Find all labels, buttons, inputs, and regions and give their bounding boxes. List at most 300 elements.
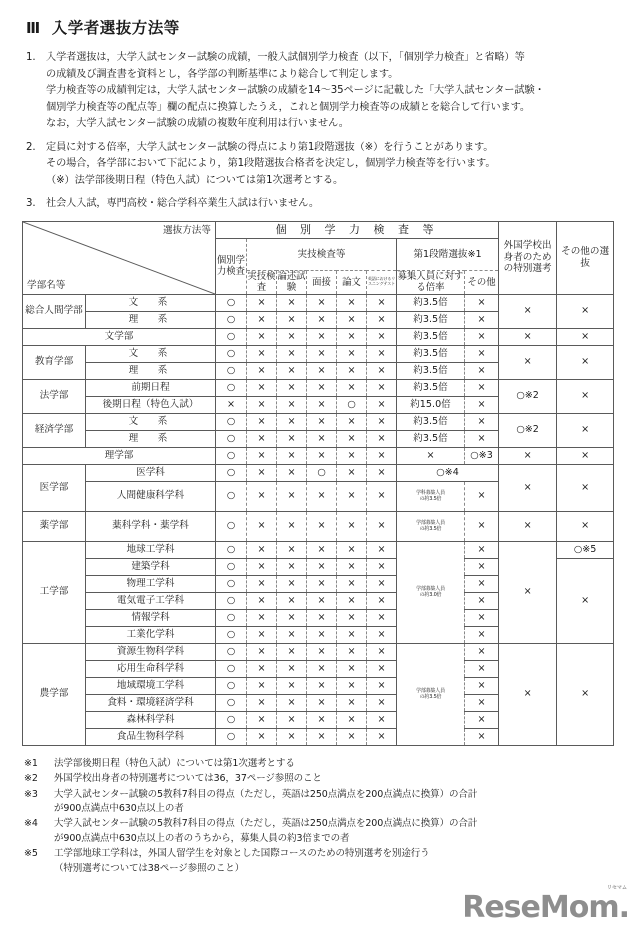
- intro-item-body: [46, 50, 621, 133]
- cell-essay: ×: [337, 609, 367, 626]
- cell-stage1-other: ×: [465, 511, 499, 541]
- cell-practical: ×: [247, 694, 277, 711]
- cell-practical: ×: [247, 430, 277, 447]
- cell-essay-exam: ×: [277, 396, 307, 413]
- department-name-cell: 人間健康科学科: [86, 481, 216, 511]
- footnote-marker: ※2: [24, 773, 38, 785]
- header-english-listening-test: 英語におけるリスニングテスト: [367, 271, 397, 295]
- cell-practical: ×: [247, 575, 277, 592]
- cell-essay-exam: ×: [277, 609, 307, 626]
- cell-english-listening: ×: [367, 511, 397, 541]
- department-name-cell: 工業化学科: [86, 626, 216, 643]
- cell-interview: ×: [307, 592, 337, 609]
- intro-line: なお，大学入試センター試験の成績の複数年度利用は行いません。: [46, 118, 349, 130]
- cell-practical: ×: [247, 558, 277, 575]
- cell-other-selection: ×: [557, 328, 614, 345]
- footnote-text: [54, 757, 614, 771]
- ratio-line: の約3.5倍: [419, 526, 442, 533]
- cell-english-listening: ×: [367, 362, 397, 379]
- corner-label-method: 選抜方法等: [163, 224, 211, 236]
- department-name-cell: 地域環境工学科: [86, 677, 216, 694]
- cell-essay-exam: ×: [277, 413, 307, 430]
- footnote-line: 工学部地球工学科は，外国人留学生を対象とした国際コースのための特別選考を別途行う: [54, 848, 430, 860]
- cell-essay-exam: ×: [277, 694, 307, 711]
- cell-practical: ×: [247, 379, 277, 396]
- cell-practical: ×: [247, 711, 277, 728]
- section-numeral: Ⅲ: [26, 19, 41, 37]
- cell-other-selection: ○※5: [557, 541, 614, 558]
- cell-essay: ×: [337, 643, 367, 660]
- cell-stage1-ratio: [397, 541, 465, 643]
- table-row: [23, 541, 614, 558]
- cell-interview: ×: [307, 311, 337, 328]
- cell-essay: ×: [337, 558, 367, 575]
- cell-stage1-other: ×: [465, 311, 499, 328]
- cell-foreign-school-selection: ○※2: [499, 379, 557, 413]
- cell-stage1-other: ×: [465, 430, 499, 447]
- cell-essay-exam: ×: [277, 677, 307, 694]
- footnote: [24, 788, 614, 817]
- cell-practical: ×: [247, 541, 277, 558]
- cell-foreign-school-selection: ×: [499, 643, 557, 745]
- cell-stage1-other: ×: [465, 379, 499, 396]
- cell-english-listening: ×: [367, 447, 397, 464]
- cell-stage1-other: ×: [465, 626, 499, 643]
- intro-line: 入学者選抜は，大学入試センター試験の成績，一般入試個別学力検査（以下，「個別学力検査」と省略）等: [46, 52, 525, 63]
- cell-stage1-ratio: [397, 643, 465, 745]
- cell-stage1-other: ×: [465, 728, 499, 745]
- department-name-cell: 前期日程: [86, 379, 216, 396]
- cell-essay: ×: [337, 447, 367, 464]
- department-name-cell: 建築学科: [86, 558, 216, 575]
- cell-other-selection: ×: [557, 379, 614, 413]
- cell-essay: ×: [337, 728, 367, 745]
- cell-stage1-ratio: 約3.5倍: [397, 345, 465, 362]
- watermark-ruby: リセマム: [607, 885, 627, 891]
- table-row: [23, 643, 614, 660]
- cell-individual-ability: ○: [216, 660, 247, 677]
- cell-practical: ×: [247, 311, 277, 328]
- cell-practical: ×: [247, 481, 277, 511]
- cell-interview: ×: [307, 728, 337, 745]
- cell-english-listening: ×: [367, 694, 397, 711]
- cell-english-listening: ×: [367, 311, 397, 328]
- department-name-cell: 理 系: [86, 430, 216, 447]
- intro-line: 個別学力検査等の配点等」欄の配点に換算したうえ，これと個別学力検査等の成績とを総合して行います。: [46, 101, 530, 113]
- cell-practical: ×: [247, 728, 277, 745]
- cell-individual-ability: ○: [216, 592, 247, 609]
- cell-essay: ×: [337, 711, 367, 728]
- ratio-line: の約3.0倍: [419, 592, 442, 599]
- cell-individual-ability: ○: [216, 728, 247, 745]
- cell-stage1-other: ×: [465, 481, 499, 511]
- cell-practical: ×: [247, 294, 277, 311]
- cell-other-selection: ×: [557, 345, 614, 379]
- faculty-name-cell: 文学部: [23, 328, 216, 345]
- intro-item-marker: 1.: [26, 52, 36, 63]
- cell-essay: ×: [337, 592, 367, 609]
- cell-interview: ×: [307, 626, 337, 643]
- header-interview: 面接: [307, 271, 337, 295]
- resemom-watermark: [462, 885, 629, 925]
- cell-interview: ×: [307, 711, 337, 728]
- table-row: [23, 294, 614, 311]
- table-row: [23, 511, 614, 541]
- header-essay-exam: 論述試験: [277, 271, 306, 294]
- cell-interview: ×: [307, 447, 337, 464]
- cell-interview: ×: [307, 362, 337, 379]
- ratio-line: 学部募集人員: [416, 586, 445, 593]
- page-title: [26, 16, 635, 38]
- cell-foreign-school-selection: ×: [499, 328, 557, 345]
- department-name-cell: 地球工学科: [86, 541, 216, 558]
- cell-essay-exam: ×: [277, 728, 307, 745]
- cell-essay-exam: ×: [277, 511, 307, 541]
- cell-stage1-other: ○※3: [465, 447, 499, 464]
- footnote-line: が900点満点中630点以上の者: [54, 802, 184, 814]
- cell-essay: ×: [337, 430, 367, 447]
- cell-essay: ×: [337, 541, 367, 558]
- faculty-name-cell: 総合人間学部: [23, 294, 86, 328]
- cell-stage1-other: ×: [465, 396, 499, 413]
- department-name-cell: 電気電子工学科: [86, 592, 216, 609]
- cell-practical: ×: [247, 511, 277, 541]
- cell-stage1-other: ×: [465, 660, 499, 677]
- intro-item: [26, 196, 621, 213]
- cell-other-selection: ×: [557, 447, 614, 464]
- cell-stage1-other: ×: [465, 575, 499, 592]
- cell-interview: ×: [307, 328, 337, 345]
- cell-foreign-school-selection: ○※2: [499, 413, 557, 447]
- intro-line: その場合，各学部において下記により，第1段階選抜合格者を決定し，個別学力検査等を行います。: [46, 158, 496, 170]
- cell-stage1-ratio: 約3.5倍: [397, 430, 465, 447]
- cell-practical: ×: [247, 464, 277, 481]
- cell-stage1-other: ×: [465, 328, 499, 345]
- cell-essay-exam: ×: [277, 575, 307, 592]
- cell-individual-ability: ○: [216, 558, 247, 575]
- intro-line: 社会人入試，専門高校・総合学科卒業生入試は行いません。: [46, 198, 319, 210]
- footnote-text: [54, 788, 614, 817]
- cell-essay-exam: ×: [277, 345, 307, 362]
- footnote-line: が900点満点中630点以上の者のうちから，募集人員の約3倍までの者: [54, 832, 350, 844]
- cell-essay-exam: ×: [277, 592, 307, 609]
- cell-essay-exam: ×: [277, 328, 307, 345]
- cell-interview: ×: [307, 379, 337, 396]
- cell-essay: ×: [337, 481, 367, 511]
- cell-essay: ×: [337, 345, 367, 362]
- cell-foreign-school-selection: ×: [499, 541, 557, 643]
- cell-individual-ability: ○: [216, 447, 247, 464]
- cell-essay-exam: ×: [277, 311, 307, 328]
- cell-interview: ×: [307, 396, 337, 413]
- cell-essay: ×: [337, 294, 367, 311]
- cell-stage1-other: ×: [465, 345, 499, 362]
- cell-stage1-other: ×: [465, 677, 499, 694]
- department-name-cell: 医学科: [86, 464, 216, 481]
- cell-other-selection: ×: [557, 413, 614, 447]
- cell-essay: ○: [337, 396, 367, 413]
- ratio-line: 学部募集人員: [416, 520, 445, 527]
- faculty-name-cell: 医学部: [23, 464, 86, 511]
- footnote: [24, 757, 614, 771]
- selection-method-table-wrap: [22, 221, 613, 746]
- header-practical-exam: 実技検査: [247, 271, 276, 294]
- cell-interview: ×: [307, 430, 337, 447]
- cell-stage1-ratio: [397, 481, 465, 511]
- intro-line: 学力検査等の成績判定は，大学入試センター試験の成績を14〜35ページに記載した「大学入試センター試験・: [46, 85, 545, 97]
- cell-essay: ×: [337, 575, 367, 592]
- cell-practical: ×: [247, 626, 277, 643]
- table-row: [23, 379, 614, 396]
- cell-interview: ×: [307, 345, 337, 362]
- faculty-name-cell: 薬学部: [23, 511, 86, 541]
- cell-essay: ×: [337, 694, 367, 711]
- cell-english-listening: ×: [367, 711, 397, 728]
- footnote-line: 外国学校出身者の特別選考については36，37ページ参照のこと: [54, 773, 322, 785]
- cell-english-listening: ×: [367, 541, 397, 558]
- cell-individual-ability: ○: [216, 575, 247, 592]
- cell-english-listening: ×: [367, 328, 397, 345]
- cell-stage1-other: ×: [465, 711, 499, 728]
- department-name-cell: 森林科学科: [86, 711, 216, 728]
- cell-essay: ×: [337, 464, 367, 481]
- intro-line: （※）法学部後期日程（特色入試）については第1次選考とする。: [46, 174, 344, 186]
- cell-practical: ×: [247, 643, 277, 660]
- cell-essay: ×: [337, 511, 367, 541]
- intro-line: 定員に対する倍率，大学入試センター試験の得点により第1段階選抜（※）を行うことがあります。: [46, 141, 494, 153]
- cell-stage1-ratio: 約3.5倍: [397, 379, 465, 396]
- cell-essay-exam: ×: [277, 362, 307, 379]
- cell-essay-exam: ×: [277, 541, 307, 558]
- cell-essay-exam: ×: [277, 481, 307, 511]
- cell-individual-ability: ○: [216, 643, 247, 660]
- footnote-line: 大学入試センター試験の5教科7科目の得点（ただし，英語は250点満点を200点満点に換算）の合計: [54, 818, 478, 830]
- cell-stage1-other: ×: [465, 541, 499, 558]
- footnote-line: 大学入試センター試験の5教科7科目の得点（ただし，英語は250点満点を200点満点に換算）の合計: [54, 788, 478, 800]
- cell-interview: ×: [307, 558, 337, 575]
- cell-practical: ×: [247, 677, 277, 694]
- intro-item: [26, 50, 621, 133]
- cell-essay-exam: ×: [277, 711, 307, 728]
- cell-individual-ability: ○: [216, 626, 247, 643]
- faculty-name-cell: 経済学部: [23, 413, 86, 447]
- cell-essay: ×: [337, 677, 367, 694]
- faculty-name-cell: 農学部: [23, 643, 86, 745]
- cell-english-listening: ×: [367, 677, 397, 694]
- cell-essay: ×: [337, 328, 367, 345]
- cell-stage1-ratio: 約3.5倍: [397, 311, 465, 328]
- footnote-text: [54, 817, 614, 846]
- cell-english-listening: ×: [367, 558, 397, 575]
- ratio-line: 学科募集人員: [416, 490, 445, 497]
- document-page: [0, 16, 635, 947]
- cell-interview: ×: [307, 413, 337, 430]
- cell-individual-ability: ○: [216, 677, 247, 694]
- cell-individual-ability: ○: [216, 379, 247, 396]
- table-corner-diagonal: [23, 221, 216, 294]
- cell-individual-ability: ○: [216, 294, 247, 311]
- footnotes: [24, 757, 614, 877]
- cell-individual-ability: ○: [216, 362, 247, 379]
- cell-individual-ability: ○: [216, 311, 247, 328]
- table-row: [23, 447, 614, 464]
- cell-english-listening: ×: [367, 626, 397, 643]
- cell-stage1-other: ×: [465, 694, 499, 711]
- section-title: 入学者選抜方法等: [51, 19, 180, 37]
- department-name-cell: 薬科学科・薬学科: [86, 511, 216, 541]
- department-name-cell: 食品生物科学科: [86, 728, 216, 745]
- intro-item-body: [46, 140, 621, 190]
- cell-practical: ×: [247, 328, 277, 345]
- cell-essay: ×: [337, 379, 367, 396]
- cell-english-listening: ×: [367, 609, 397, 626]
- cell-essay-exam: ×: [277, 464, 307, 481]
- department-name-cell: 食料・環境経済学科: [86, 694, 216, 711]
- cell-practical: ×: [247, 413, 277, 430]
- cell-stage1-ratio: 約3.5倍: [397, 294, 465, 311]
- cell-essay-exam: ×: [277, 643, 307, 660]
- selection-method-table: [22, 221, 614, 746]
- cell-english-listening: ×: [367, 660, 397, 677]
- cell-english-listening: ×: [367, 345, 397, 362]
- department-name-cell: 文 系: [86, 294, 216, 311]
- faculty-name-cell: 工学部: [23, 541, 86, 643]
- cell-interview: ×: [307, 294, 337, 311]
- department-name-cell: 文 系: [86, 345, 216, 362]
- intro-line: の成績及び調査書を資料とし，各学部の判断基準により総合して判定します。: [46, 68, 399, 80]
- cell-foreign-school-selection: ×: [499, 464, 557, 511]
- cell-stage1-combined: ○※4: [397, 464, 499, 481]
- cell-foreign-school-selection: ×: [499, 345, 557, 379]
- cell-foreign-school-selection: ×: [499, 294, 557, 328]
- department-name-cell: 物理工学科: [86, 575, 216, 592]
- faculty-name-cell: 法学部: [23, 379, 86, 413]
- cell-interview: ×: [307, 694, 337, 711]
- cell-other-selection: ×: [557, 464, 614, 511]
- cell-english-listening: ×: [367, 575, 397, 592]
- cell-individual-ability: ○: [216, 711, 247, 728]
- cell-essay-exam: ×: [277, 626, 307, 643]
- footnote: [24, 847, 614, 876]
- cell-essay-exam: ×: [277, 447, 307, 464]
- cell-individual-ability: ○: [216, 430, 247, 447]
- cell-essay-exam: ×: [277, 294, 307, 311]
- table-row: [23, 345, 614, 362]
- cell-individual-ability: ×: [216, 396, 247, 413]
- cell-essay: ×: [337, 626, 367, 643]
- cell-other-selection: ×: [557, 294, 614, 328]
- cell-stage1-ratio: [397, 511, 465, 541]
- cell-stage1-ratio: 約3.5倍: [397, 413, 465, 430]
- header-practical-exam-group: 実技検査等: [247, 238, 397, 270]
- department-name-cell: 文 系: [86, 413, 216, 430]
- header-other-selection: その他の選抜: [557, 221, 614, 294]
- cell-english-listening: ×: [367, 413, 397, 430]
- header-stage1-selection-group: 第1段階選抜※1: [397, 238, 499, 270]
- cell-interview: ×: [307, 643, 337, 660]
- footnote-marker: ※1: [24, 757, 38, 769]
- header-individual-exam-group: 個 別 学 力 検 査 等: [216, 221, 499, 238]
- table-body: [23, 294, 614, 745]
- cell-other-selection: ×: [557, 511, 614, 541]
- cell-interview: ×: [307, 511, 337, 541]
- cell-individual-ability: ○: [216, 481, 247, 511]
- cell-individual-ability: ○: [216, 345, 247, 362]
- cell-english-listening: ×: [367, 481, 397, 511]
- cell-practical: ×: [247, 447, 277, 464]
- cell-english-listening: ×: [367, 396, 397, 413]
- cell-english-listening: ×: [367, 294, 397, 311]
- footnote-text: [54, 847, 614, 876]
- ratio-line: の約3.5倍: [419, 496, 442, 503]
- intro-item-marker: 2.: [26, 141, 36, 153]
- cell-stage1-other: ×: [465, 294, 499, 311]
- cell-essay-exam: ×: [277, 379, 307, 396]
- header-stage1-other: その他: [465, 271, 499, 295]
- cell-english-listening: ×: [367, 430, 397, 447]
- cell-practical: ×: [247, 362, 277, 379]
- header-foreign-school-selection: 外国学校出身者のための特別選考: [499, 221, 557, 294]
- cell-practical: ×: [247, 396, 277, 413]
- header-essay: 論文: [337, 271, 367, 295]
- footnote-marker: ※4: [24, 818, 38, 830]
- cell-practical: ×: [247, 660, 277, 677]
- cell-interview: ×: [307, 575, 337, 592]
- footnote: [24, 817, 614, 846]
- cell-essay: ×: [337, 413, 367, 430]
- table-row: [23, 464, 614, 481]
- cell-practical: ×: [247, 609, 277, 626]
- ratio-line: 学部募集人員: [416, 688, 445, 695]
- department-name-cell: 情報学科: [86, 609, 216, 626]
- ratio-line: の約3.5倍: [419, 694, 442, 701]
- corner-label-faculty: 学部名等: [27, 280, 66, 292]
- cell-stage1-ratio: 約3.5倍: [397, 328, 465, 345]
- table-row: [23, 413, 614, 430]
- cell-practical: ×: [247, 345, 277, 362]
- cell-individual-ability: ○: [216, 464, 247, 481]
- cell-stage1-other: ×: [465, 643, 499, 660]
- cell-other-selection: ×: [557, 558, 614, 643]
- cell-stage1-other: ×: [465, 609, 499, 626]
- cell-individual-ability: ○: [216, 541, 247, 558]
- cell-stage1-ratio: ×: [397, 447, 465, 464]
- intro-item-body: [46, 196, 621, 213]
- cell-interview: ×: [307, 609, 337, 626]
- department-name-cell: 応用生命科学科: [86, 660, 216, 677]
- cell-stage1-ratio: 約15.0倍: [397, 396, 465, 413]
- cell-stage1-other: ×: [465, 558, 499, 575]
- cell-essay: ×: [337, 660, 367, 677]
- department-name-cell: 資源生物科学科: [86, 643, 216, 660]
- intro-item-marker: 3.: [26, 198, 36, 210]
- cell-interview: ×: [307, 677, 337, 694]
- cell-english-listening: ×: [367, 643, 397, 660]
- footnote-line: 法学部後期日程（特色入試）については第1次選考とする: [54, 757, 295, 769]
- header-individual-ability-exam: 個別学力検査: [216, 238, 247, 294]
- watermark-text: ReseMom.: [462, 890, 629, 925]
- cell-essay-exam: ×: [277, 660, 307, 677]
- cell-interview: ×: [307, 541, 337, 558]
- cell-essay: ×: [337, 362, 367, 379]
- cell-stage1-ratio: 約3.5倍: [397, 362, 465, 379]
- cell-individual-ability: ○: [216, 694, 247, 711]
- cell-practical: ×: [247, 592, 277, 609]
- cell-interview: ×: [307, 660, 337, 677]
- cell-english-listening: ×: [367, 728, 397, 745]
- intro-list: [0, 50, 635, 213]
- faculty-name-cell: 理学部: [23, 447, 216, 464]
